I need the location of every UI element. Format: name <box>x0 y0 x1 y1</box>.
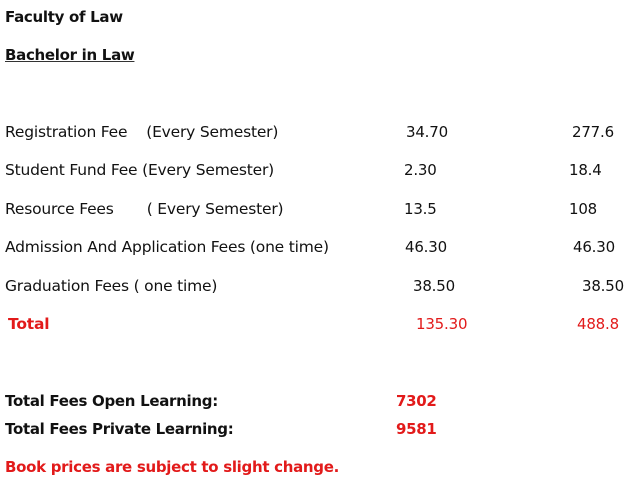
fee-value-1: 38.50 <box>413 277 455 295</box>
fee-value-2: 38.50 <box>582 277 624 295</box>
fee-label: Graduation Fees ( one time) <box>5 277 218 295</box>
program-title: Bachelor in Law <box>5 46 135 64</box>
fee-value-1: 34.70 <box>406 123 448 141</box>
fee-row-registration <box>0 123 635 147</box>
fee-value-2: 277.6 <box>572 123 614 141</box>
fee-row-resource <box>0 200 635 224</box>
fee-value-1: 13.5 <box>404 200 437 218</box>
open-learning-label: Total Fees Open Learning: <box>5 392 218 410</box>
fee-label: Admission And Application Fees (one time) <box>5 238 329 256</box>
fee-row-graduation <box>0 277 635 301</box>
private-learning-label: Total Fees Private Learning: <box>5 420 234 438</box>
fee-value-1: 2.30 <box>404 161 437 179</box>
fee-row-total <box>0 315 635 339</box>
fee-value-2: 46.30 <box>573 238 615 256</box>
fee-value-2: 18.4 <box>569 161 602 179</box>
total-value-2: 488.8 <box>577 315 619 333</box>
book-price-note: Book prices are subject to slight change. <box>5 458 339 476</box>
fee-row-student-fund <box>0 161 635 185</box>
fee-label: Resource Fees ( Every Semester) <box>5 200 284 218</box>
open-learning-value: 7302 <box>396 392 437 410</box>
fee-row-admission <box>0 238 635 262</box>
fee-label: Registration Fee (Every Semester) <box>5 123 279 141</box>
total-label: Total <box>8 315 50 333</box>
private-learning-value: 9581 <box>396 420 437 438</box>
total-value-1: 135.30 <box>416 315 468 333</box>
fee-value-2: 108 <box>569 200 598 218</box>
fee-value-1: 46.30 <box>405 238 447 256</box>
faculty-title: Faculty of Law <box>5 8 123 26</box>
fee-label: Student Fund Fee (Every Semester) <box>5 161 275 179</box>
